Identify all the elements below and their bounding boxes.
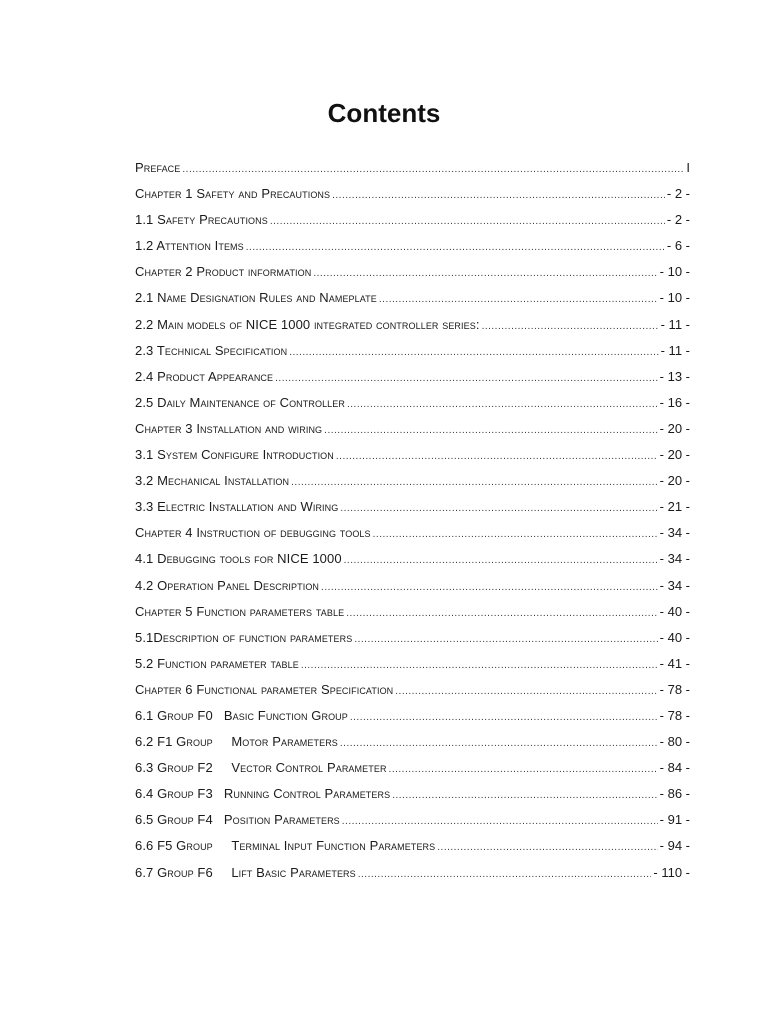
toc-entry[interactable] xyxy=(135,290,690,316)
toc-entry[interactable] xyxy=(135,708,690,734)
toc-entry-page-number: - 6 - xyxy=(666,238,690,254)
toc-entry-page-number: - 34 - xyxy=(659,525,690,541)
toc-entry-page-number: - 41 - xyxy=(659,655,690,671)
toc-entry-page-number: - 34 - xyxy=(659,551,690,567)
toc-entry[interactable] xyxy=(135,734,690,760)
toc-entry-label: 2.3 Technical Specification xyxy=(135,342,288,358)
toc-entry[interactable] xyxy=(135,395,690,421)
toc-entry[interactable] xyxy=(135,812,690,838)
toc-entry[interactable] xyxy=(135,317,690,343)
toc-entry-page-number: - 84 - xyxy=(659,760,690,776)
toc-entry-page-number: - 20 - xyxy=(659,473,690,489)
toc-entry-label: 3.2 Mechanical Installation xyxy=(135,473,290,489)
toc-dot-leader xyxy=(340,738,658,749)
toc-dot-leader xyxy=(482,321,659,332)
toc-entry-page-number: - 2 - xyxy=(666,212,690,228)
toc-entry-label: 2.1 Name Designation Rules and Nameplate xyxy=(135,290,377,306)
toc-entry[interactable] xyxy=(135,551,690,577)
toc-dot-leader xyxy=(346,608,657,619)
toc-dot-leader xyxy=(291,477,658,488)
toc-entry-label: 6.7 Group F6 Lift Basic Parameters xyxy=(135,864,356,880)
toc-dot-leader xyxy=(301,660,658,671)
toc-entry-page-number: - 16 - xyxy=(659,394,690,410)
toc-entry-label: 3.3 Electric Installation and Wiring xyxy=(135,499,339,515)
toc-entry-label: 5.1Description of function parameters xyxy=(135,629,353,645)
toc-entry-page-number: - 10 - xyxy=(659,264,690,280)
toc-dot-leader xyxy=(354,634,657,645)
toc-entry[interactable] xyxy=(135,160,690,186)
toc-entry[interactable] xyxy=(135,447,690,473)
toc-entry[interactable] xyxy=(135,838,690,864)
toc-entry-page-number: - 10 - xyxy=(659,290,690,306)
toc-entry-label: Chapter 3 Installation and wiring xyxy=(135,420,323,436)
toc-dot-leader xyxy=(182,164,684,175)
toc-entry[interactable] xyxy=(135,473,690,499)
toc-entry-page-number: - 110 - xyxy=(653,864,690,880)
toc-dot-leader xyxy=(336,451,658,462)
toc-entry[interactable] xyxy=(135,238,690,264)
toc-entry[interactable] xyxy=(135,656,690,682)
toc-entry[interactable] xyxy=(135,186,690,212)
toc-entry-label: 6.4 Group F3 Running Control Parameters xyxy=(135,786,391,802)
toc-entry-label: 6.1 Group F0 Basic Function Group xyxy=(135,707,348,723)
toc-entry[interactable] xyxy=(135,421,690,447)
toc-dot-leader xyxy=(324,425,657,436)
toc-entry[interactable] xyxy=(135,525,690,551)
toc-entry-page-number: - 2 - xyxy=(666,186,690,202)
toc-entry[interactable] xyxy=(135,343,690,369)
toc-entry-label: 6.3 Group F2 Vector Control Parameter xyxy=(135,760,387,776)
toc-entry-label: 6.6 F5 Group Terminal Input Function Parameters xyxy=(135,838,436,854)
toc-dot-leader xyxy=(246,242,665,253)
toc-entry[interactable] xyxy=(135,369,690,395)
toc-entry-label: 2.4 Product Appearance xyxy=(135,368,274,384)
toc-entry-label: Chapter 6 Functional parameter Specification xyxy=(135,681,394,697)
toc-entry[interactable] xyxy=(135,604,690,630)
toc-entry-label: Preface xyxy=(135,160,181,175)
toc-entry-label: 4.1 Debugging tools for NICE 1000 xyxy=(135,551,342,567)
toc-dot-leader xyxy=(275,373,658,384)
toc-entry-page-number: - 13 - xyxy=(659,368,690,384)
toc-entry-page-number: - 40 - xyxy=(659,603,690,619)
toc-entry[interactable] xyxy=(135,630,690,656)
toc-entry[interactable] xyxy=(135,212,690,238)
toc-entry-page-number: - 20 - xyxy=(659,447,690,463)
toc-dot-leader xyxy=(358,869,652,880)
toc-entry-page-number: - 40 - xyxy=(659,629,690,645)
toc-dot-leader xyxy=(321,582,658,593)
toc-entry-label: 5.2 Function parameter table xyxy=(135,655,299,671)
toc-entry-page-number: - 34 - xyxy=(659,577,690,593)
toc-dot-leader xyxy=(392,790,657,801)
toc-dot-leader xyxy=(313,268,657,279)
toc-dot-leader xyxy=(350,712,658,723)
toc-dot-leader xyxy=(373,529,658,540)
toc-dot-leader xyxy=(270,216,665,227)
toc-entry[interactable] xyxy=(135,760,690,786)
toc-dot-leader xyxy=(332,190,665,201)
toc-entry-page-number: - 91 - xyxy=(659,812,690,828)
toc-dot-leader xyxy=(289,347,658,358)
toc-entry[interactable] xyxy=(135,264,690,290)
toc-entry[interactable] xyxy=(135,865,690,891)
toc-entry-page-number: - 94 - xyxy=(659,838,690,854)
toc-dot-leader xyxy=(437,842,657,853)
toc-entry-label: 4.2 Operation Panel Description xyxy=(135,577,320,593)
toc-entry-label: Chapter 5 Function parameters table xyxy=(135,603,345,619)
toc-entry-page-number: - 21 - xyxy=(659,499,690,515)
toc-entry-label: 3.1 System Configure Introduction xyxy=(135,447,334,463)
toc-entry-label: 2.2 Main models of NICE 1000 integrated controller series: xyxy=(135,316,480,332)
toc-dot-leader xyxy=(395,686,657,697)
toc-entry-page-number: - 11 - xyxy=(660,342,690,358)
toc-entry-label: 2.5 Daily Maintenance of Controller xyxy=(135,394,345,410)
toc-entry-label: Chapter 2 Product information xyxy=(135,264,312,280)
toc-entry-page-number: - 20 - xyxy=(659,420,690,436)
toc-entry-page-number: - 78 - xyxy=(659,681,690,697)
toc-entry-label: 1.1 Safety Precautions xyxy=(135,212,268,228)
toc-entry[interactable] xyxy=(135,499,690,525)
toc-entry-page-number: I xyxy=(686,160,690,175)
toc-entry-label: 6.5 Group F4 Position Parameters xyxy=(135,812,340,828)
toc-entry-page-number: - 78 - xyxy=(659,707,690,723)
toc-entry-page-number: - 86 - xyxy=(659,786,690,802)
toc-dot-leader xyxy=(340,503,657,514)
toc-entry-label: Chapter 4 Instruction of debugging tools xyxy=(135,525,371,541)
toc-dot-leader xyxy=(344,555,658,566)
table-of-contents xyxy=(135,160,690,891)
toc-entry[interactable] xyxy=(135,682,690,708)
toc-entry[interactable] xyxy=(135,786,690,812)
toc-entry[interactable] xyxy=(135,578,690,604)
toc-entry-label: 1.2 Attention Items xyxy=(135,238,244,254)
toc-dot-leader xyxy=(342,816,658,827)
toc-dot-leader xyxy=(347,399,658,410)
toc-entry-page-number: - 80 - xyxy=(659,734,690,750)
toc-entry-label: Chapter 1 Safety and Precautions xyxy=(135,186,331,202)
toc-dot-leader xyxy=(379,294,658,305)
toc-dot-leader xyxy=(389,764,658,775)
toc-entry-page-number: - 11 - xyxy=(660,316,690,332)
page-title: Contents xyxy=(327,98,441,128)
toc-entry-label: 6.2 F1 Group Motor Parameters xyxy=(135,734,338,750)
